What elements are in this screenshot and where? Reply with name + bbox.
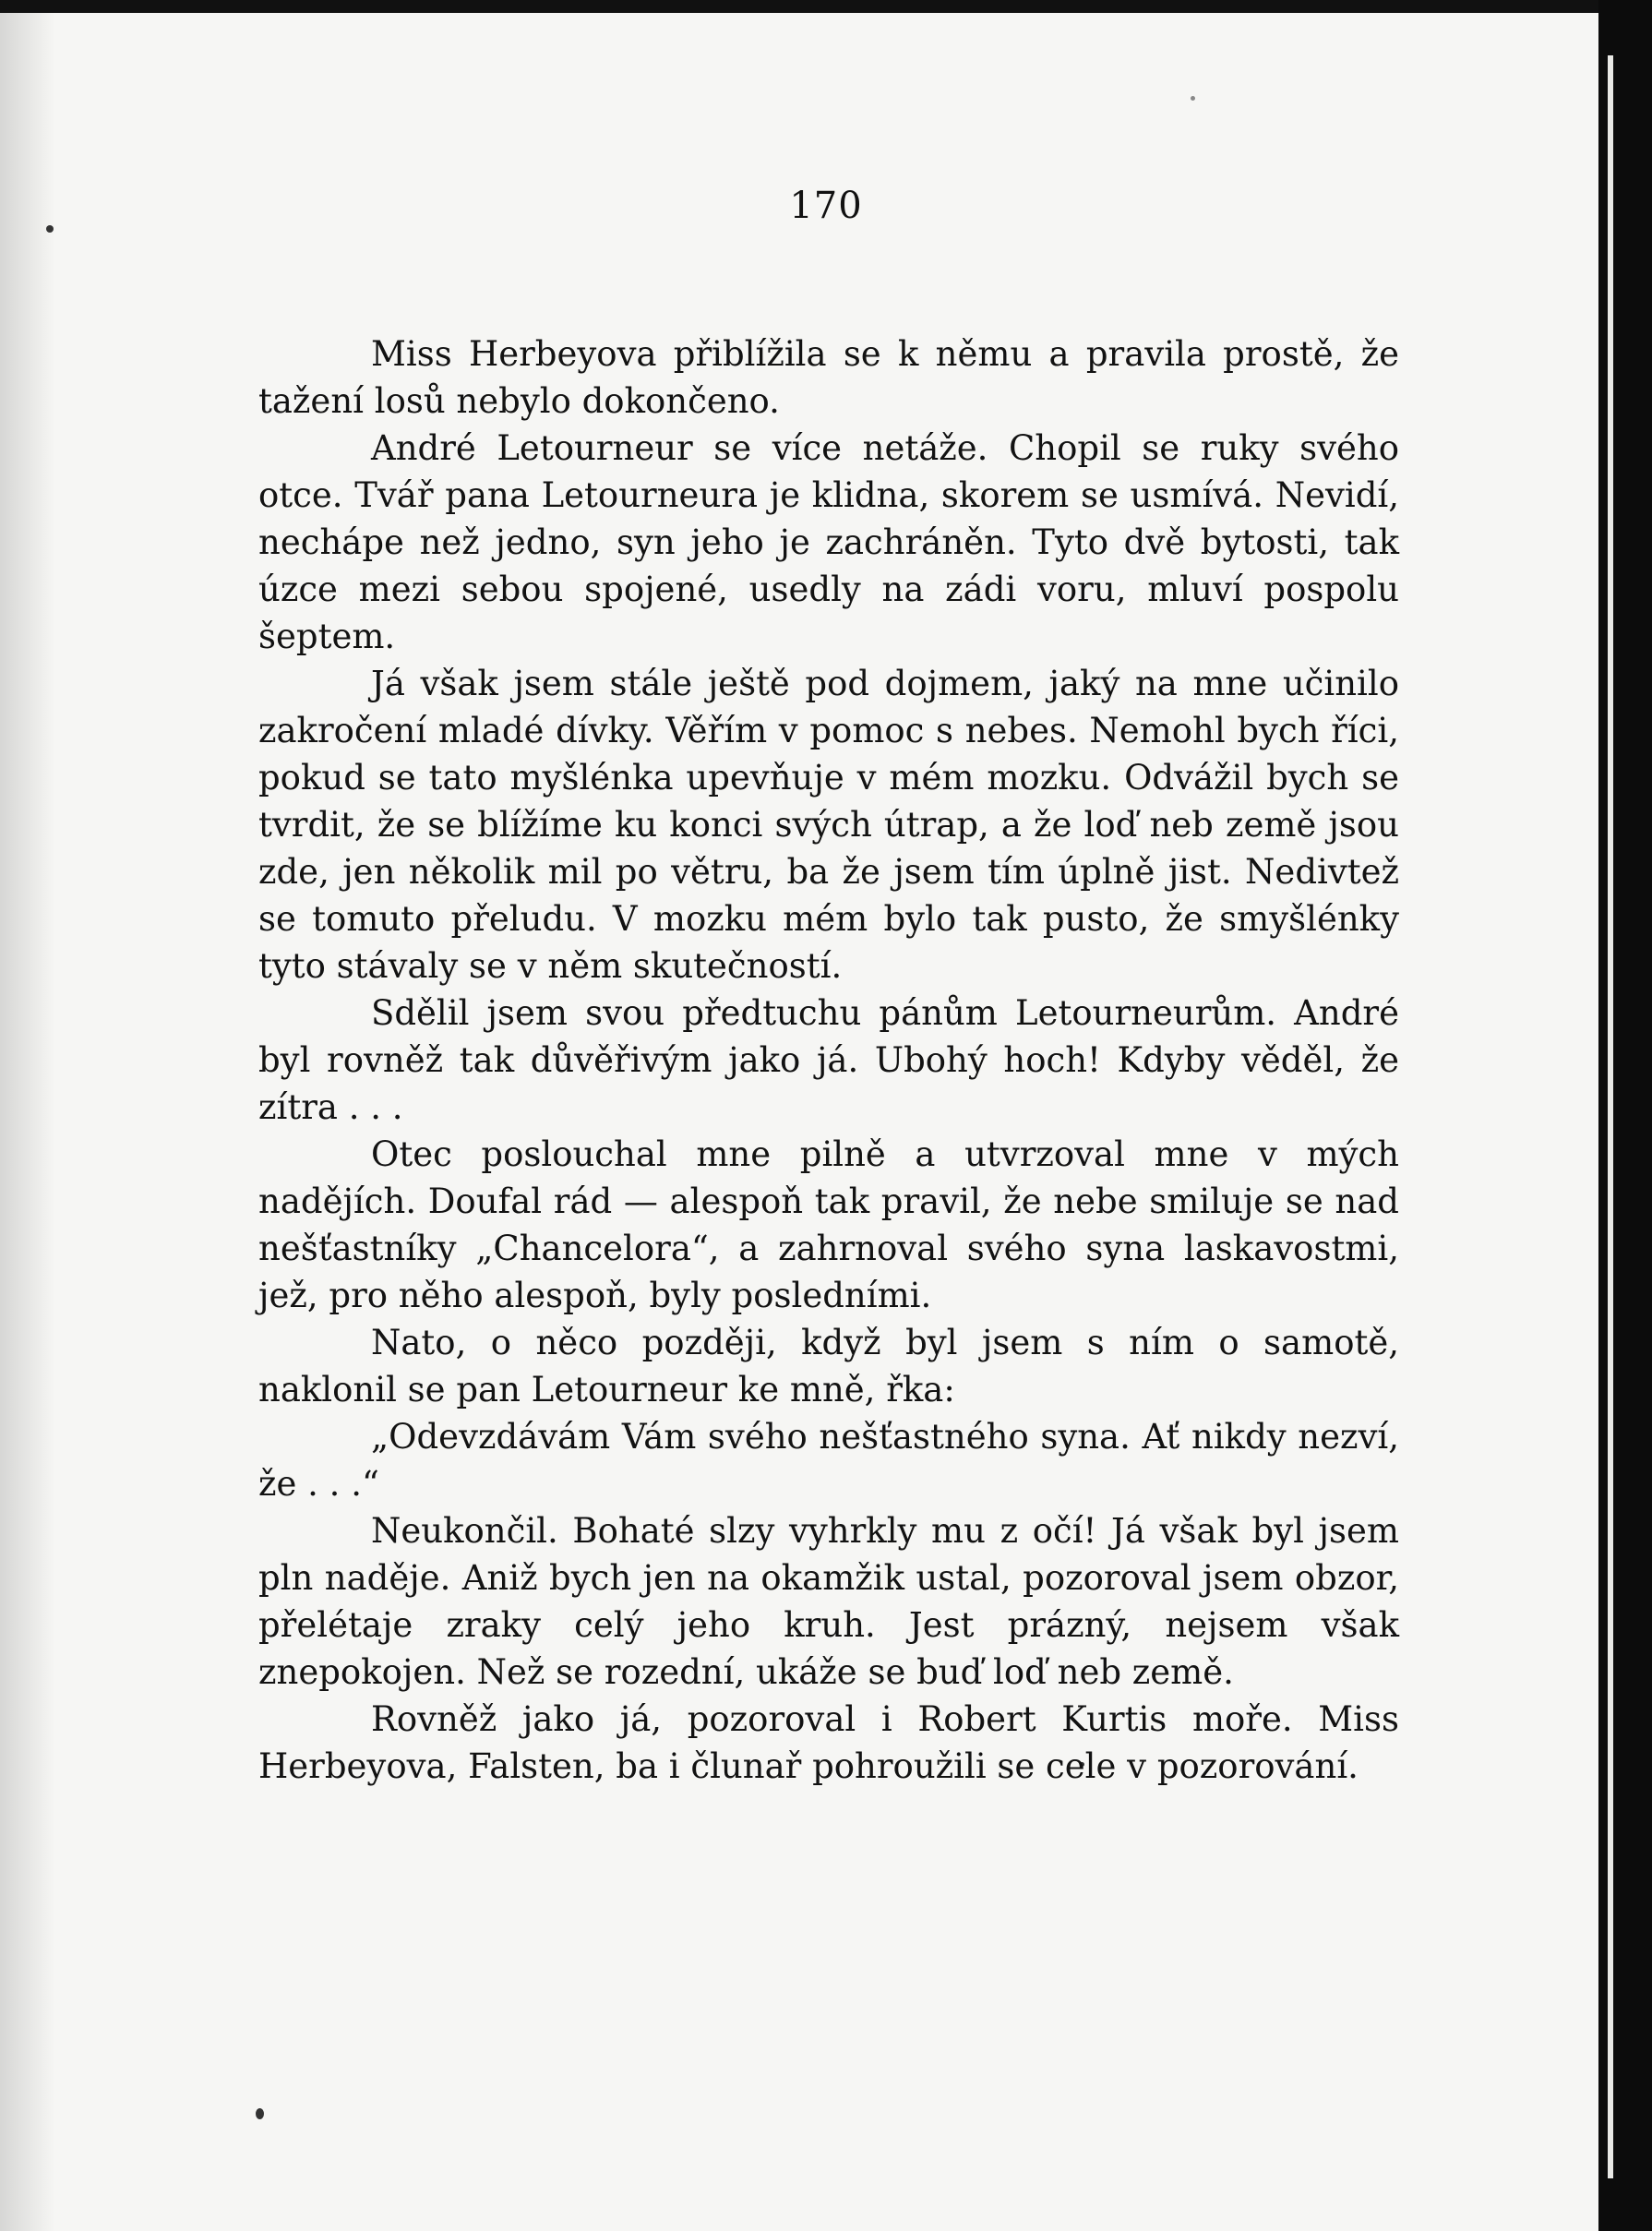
scan-edge [1598,0,1652,2231]
paragraph: Rovněž jako já, pozoroval i Robert Kurtis moře. Miss Herbeyova, Falsten, ba i člunař pohroužili se cele v pozorování. [258,1699,1399,1786]
paragraph: Nato, o něco později, když byl jsem s ním o samotě, naklonil se pan Letourneur ke mně, řka: [258,1323,1399,1409]
paragraph: „Odevzdávám Vám svého nešťastného syna. Ať nikdy nezví, že . . .“ [258,1417,1399,1504]
paragraph: Neukončil. Bohaté slzy vyhrkly mu z očí! Já však byl jsem pln naděje. Aniž bych jen na okamžik ustal, pozoroval jsem obzor, přelétaje zraky celý jeho kruh. Jest prázný, nejsem však znepokojen. Než se rozední, ukáže se buď loď neb země. [258,1511,1399,1692]
dust-speck [1191,96,1195,101]
scan-edge-highlight [1608,55,1613,2178]
dust-speck [256,2108,264,2119]
body-text [258,330,1399,1790]
paragraph: Sdělil jsem svou předtuchu pánům Letourneurům. André byl rovněž tak důvěřivým jako já. Ubohý hoch! Kdyby věděl, že zítra . . . [258,993,1399,1127]
binding-shadow [0,13,55,2231]
paragraph: André Letourneur se více netáže. Chopil se ruky svého otce. Tvář pana Letourneura je klidna, skorem se usmívá. Nevidí, nechápe než jedno, syn jeho je zachráněn. Tyto dvě bytosti, tak úzce mezi sebou spojené, usedly na zádi voru, mluví pospolu šeptem. [258,428,1399,656]
paragraph: Já však jsem stále ještě pod dojmem, jaký na mne učinilo zakročení mladé dívky. Věřím v pomoc s nebes. Nemohl bych říci, pokud se tato myšlénka upevňuje v mém mozku. Odvážil bych se tvrdit, že se blížíme ku konci svých útrap, a že loď neb země jsou zde, jen několik mil po větru, ba že jsem tím úplně jist. Nedivtež se tomuto přeludu. V mozku mém bylo tak pusto, že smyšlénky tyto stávaly se v něm skutečností. [258,664,1399,986]
paragraph: Otec poslouchal mne pilně a utvrzoval mne v mých nadějích. Doufal rád — alespoň tak pravil, že nebe smiluje se nad nešťastníky „Chancelora“, a zahrnoval svého syna laskavostmi, jež, pro něho alespoň, byly posledními. [258,1134,1399,1315]
paragraph: Miss Herbeyova přiblížila se k němu a pravila prostě, že tažení losů nebylo dokončeno. [258,334,1399,421]
page-number: 170 [789,185,863,227]
